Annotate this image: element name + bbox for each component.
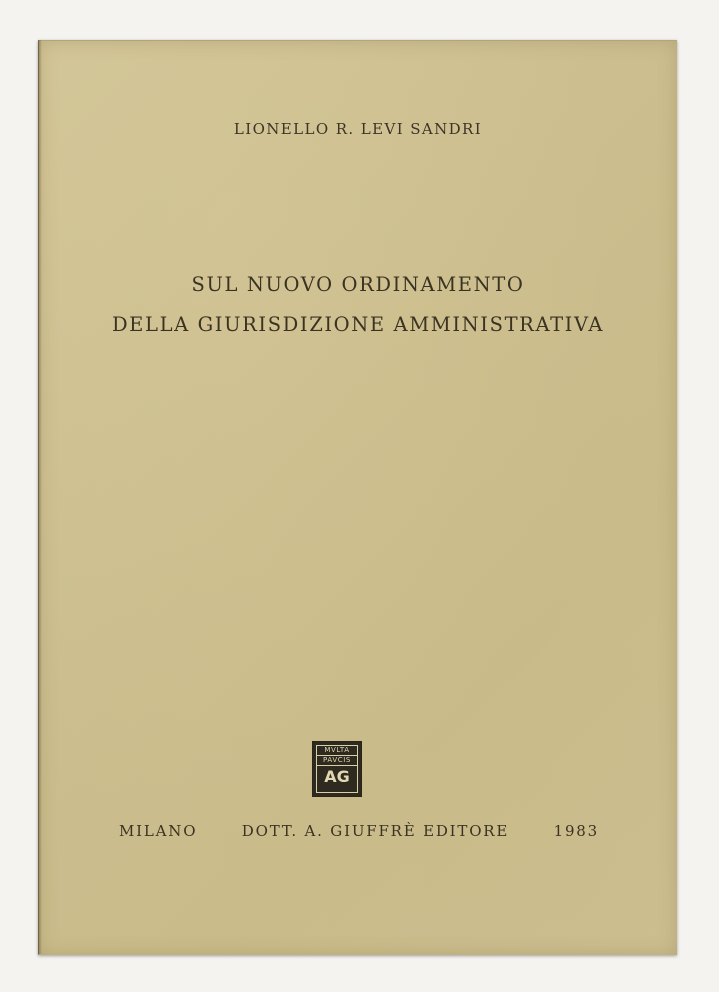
- author-name: LIONELLO R. LEVI SANDRI: [233, 120, 483, 138]
- publisher-logo: [312, 741, 362, 797]
- imprint-publisher: DOTT. A. GIUFFRÈ EDITORE: [241, 822, 510, 840]
- title-line-1: SUL NUOVO ORDINAMENTO: [191, 273, 525, 296]
- imprint-year: 1983: [553, 822, 599, 840]
- logo-motto-2: PAVCIS: [317, 756, 357, 766]
- imprint-city: MILANO: [119, 822, 198, 840]
- spine-shadow: [38, 40, 42, 954]
- title-line-2: DELLA GIURISDIZIONE AMMINISTRATIVA: [111, 313, 605, 336]
- logo-motto-1: MVLTA: [317, 746, 357, 756]
- logo-initials: AG: [324, 767, 350, 786]
- booklet-cover: [38, 40, 677, 955]
- imprint-line: [119, 822, 599, 840]
